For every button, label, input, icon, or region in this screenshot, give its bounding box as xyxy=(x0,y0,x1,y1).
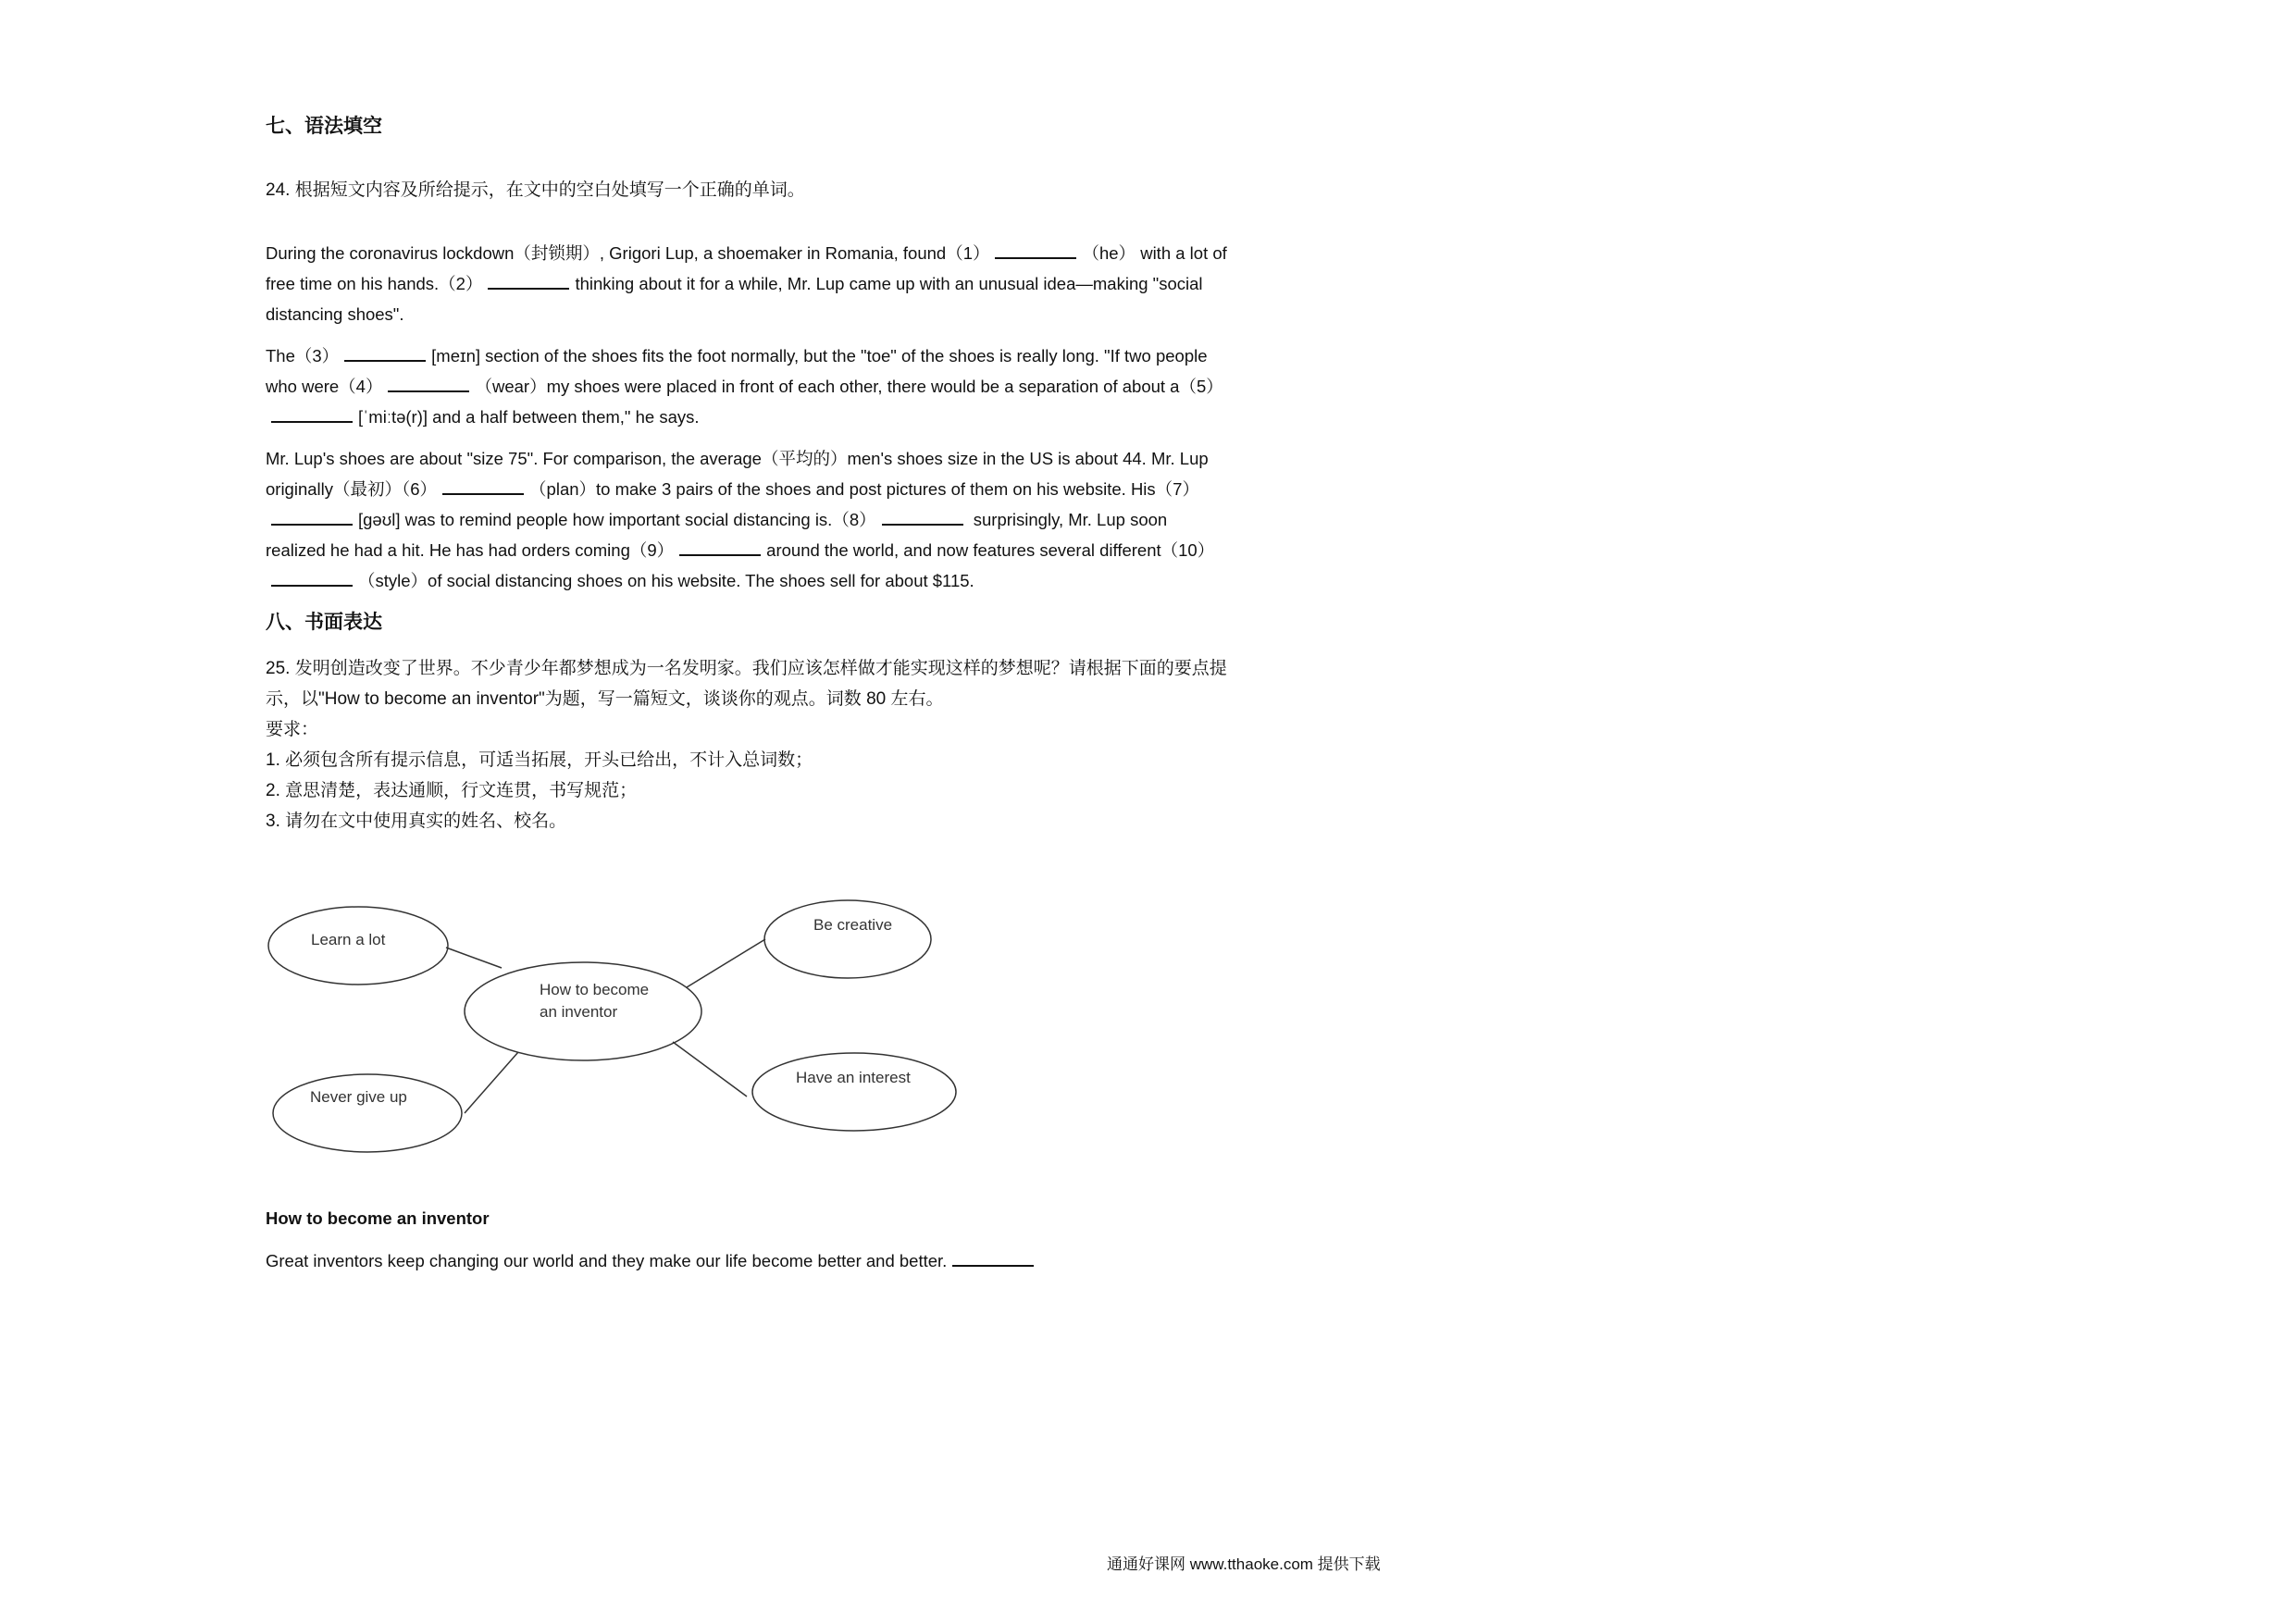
node-interest-ellipse xyxy=(752,1053,956,1131)
p3-text-f: （style）of social distancing shoes on his website. The shoes sell for about $115. xyxy=(358,571,974,590)
passage-paragraph-3 xyxy=(266,443,1228,596)
p2-text-a: The（3） xyxy=(266,346,340,365)
blank-9[interactable] xyxy=(679,538,761,556)
essay-area xyxy=(266,1208,1228,1276)
node-center-label-2: an inventor xyxy=(540,1003,618,1021)
blank-7[interactable] xyxy=(271,507,353,526)
blank-3[interactable] xyxy=(344,343,426,362)
node-never-ellipse xyxy=(273,1074,462,1152)
p2-text-b: [meɪn] section of the shoes fits the foot normally, but the "toe" of the shoes is really long. "If two people who were（4） xyxy=(266,346,1208,396)
p3-text-b: （plan）to make 3 pairs of the shoes and post pictures of them on his website. His（7） xyxy=(529,479,1199,499)
content-column xyxy=(266,111,1228,836)
node-creative-ellipse xyxy=(764,900,931,978)
node-center-label-1: How to become xyxy=(540,981,650,998)
p1-text-d: thinking about it for a while, Mr. Lup came up with an unusual idea—making "social distancing shoes". xyxy=(266,274,1203,324)
passage-paragraph-2 xyxy=(266,341,1228,432)
essay-start-line xyxy=(266,1245,1228,1276)
section-7-heading: 七、语法填空 xyxy=(266,116,382,137)
p3-text-e: around the world, and now features several different（10） xyxy=(766,540,1215,560)
requirement-1: 1. 必须包含所有提示信息，可适当拓展，开头已给出，不计入总词数； xyxy=(266,750,813,770)
blank-2[interactable] xyxy=(488,271,569,290)
inventor-mind-map xyxy=(266,898,969,1157)
requirement-3: 3. 请勿在文中使用真实的姓名、校名。 xyxy=(266,812,567,831)
blank-8[interactable] xyxy=(882,507,963,526)
blank-5[interactable] xyxy=(271,404,353,423)
requirement-2: 2. 意思清楚，表达通顺，行文连贯，书写规范； xyxy=(266,781,638,800)
node-creative-label: Be creative xyxy=(813,916,893,934)
p3-text-d: surprisingly, Mr. Lup soon realized he had a hit. He has had orders coming（9） xyxy=(266,510,1168,560)
node-interest-label: Have an interest xyxy=(796,1069,911,1086)
section-8-heading: 八、书面表达 xyxy=(266,612,382,633)
essay-title: How to become an inventor xyxy=(266,1208,490,1228)
connector-never xyxy=(465,1052,518,1113)
blank-1[interactable] xyxy=(995,241,1076,259)
connector-interest xyxy=(673,1042,747,1096)
essay-blank[interactable] xyxy=(952,1248,1034,1267)
passage-paragraph-1 xyxy=(266,238,1228,329)
p3-text-a: Mr. Lup's shoes are about "size 75". For comparison, the average（平均的）men's shoes size in the US is about 44. Mr. Lup originally（最初）（6） xyxy=(266,449,1209,499)
connector-creative xyxy=(687,939,765,987)
blank-4[interactable] xyxy=(388,374,469,392)
question-25-prompt: 25. 发明创造改变了世界。不少青少年都梦想成为一名发明家。我们应该怎样做才能实现这样的梦想呢？请根据下面的要点提示，以"How to become an inventor"为题，写一篇短文，谈谈你的观点。词数 80 左右。 xyxy=(266,659,1227,709)
p2-text-d: [ˈmiːtə(r)] and a half between them," he says. xyxy=(358,407,700,427)
question-24-instruction: 24. 根据短文内容及所给提示，在文中的空白处填写一个正确的单词。 xyxy=(266,180,805,200)
connector-learn xyxy=(446,948,502,968)
node-never-label: Never give up xyxy=(310,1088,407,1106)
p1-text-c: with a lot of free time on his hands.（2） xyxy=(266,243,1227,293)
p1-text-b: （he） xyxy=(1082,243,1136,263)
essay-start-text: Great inventors keep changing our world and they make our life become better and better. xyxy=(266,1251,948,1270)
node-learn-label: Learn a lot xyxy=(311,931,386,948)
blank-10[interactable] xyxy=(271,568,353,587)
p2-text-c: （wear）my shoes were placed in front of each other, there would be a separation of about a（5） xyxy=(475,377,1223,396)
footer-source: 通通好课网 www.tthaoke.com 提供下载 xyxy=(1107,1555,1381,1573)
blank-6[interactable] xyxy=(442,477,524,495)
p1-text-a: During the coronavirus lockdown（封锁期）, Grigori Lup, a shoemaker in Romania, found（1） xyxy=(266,243,990,263)
p3-text-c: [ɡəʊl] was to remind people how important social distancing is.（8） xyxy=(358,510,876,529)
requirements-label: 要求： xyxy=(266,720,319,739)
